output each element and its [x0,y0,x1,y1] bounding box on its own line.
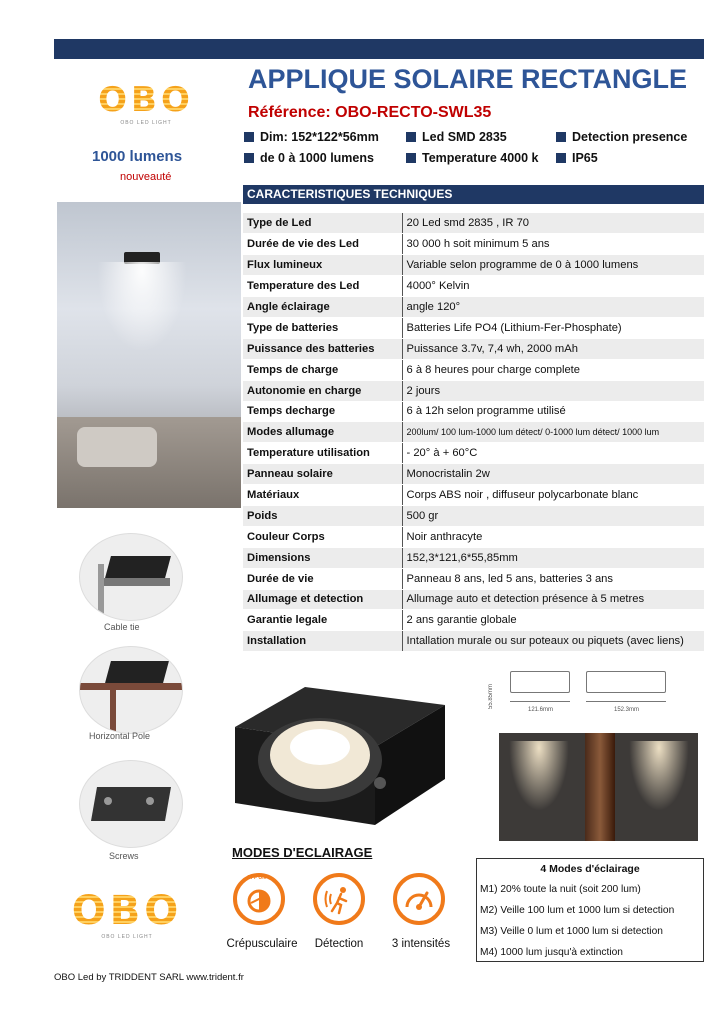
spec-label: Angle éclairage [243,297,402,318]
feature-item: Temperature 4000 k [406,151,539,165]
bullet-square-icon [556,153,566,163]
spec-value: 152,3*121,6*55,85mm [402,547,704,568]
spec-label: Type de batteries [243,317,402,338]
spec-label: Couleur Corps [243,526,402,547]
spec-row [243,505,704,526]
mode-list-item: M4) 1000 lum jusqu'à extinction [480,947,623,958]
spec-row [243,631,704,652]
spec-label: Type de Led [243,213,402,234]
spec-row [243,338,704,359]
spec-value: Corps ABS noir , diffuseur polycarbonate blanc [402,485,704,506]
dim-height-label: 55.85mm [488,683,494,709]
modes-box-title: 4 Modes d'éclairage [540,863,640,875]
spec-row [243,380,704,401]
bullet-square-icon [406,153,416,163]
spec-row [243,464,704,485]
dimension-drawing [474,663,696,719]
mount-horizontal-pole-image [79,646,183,734]
spec-row [243,443,704,464]
spec-value: 6 à 12h selon programme utilisé [402,401,704,422]
spec-label: Temps decharge [243,401,402,422]
spec-value: 200lum/ 100 lum-1000 lum détect/ 0-1000 lum détect/ 1000 lum [402,422,704,443]
modes-title: MODES D'ECLAIRAGE [232,845,373,860]
feature-item: de 0 à 1000 lumens [244,151,374,165]
spec-row [243,547,704,568]
spec-value: 2 jours [402,380,704,401]
section-header-specs: CARACTERISTIQUES TECHNIQUES [243,185,704,204]
mode-label: 3 intensités [391,938,451,950]
spec-label: Flux lumineux [243,255,402,276]
spec-table [243,213,704,652]
logo-subtitle: OBO LED LIGHT [120,120,172,126]
footer-text: OBO Led by TRIDDENT SARL www.trident.fr [54,972,244,983]
mode-label: Détection [314,938,364,950]
spec-value: Puissance 3.7v, 7,4 wh, 2000 mAh [402,338,704,359]
spec-row [243,422,704,443]
spec-row [243,255,704,276]
logo-text: OBO [98,80,194,120]
mode-dusk [233,873,285,925]
spec-label: Panneau solaire [243,464,402,485]
dusk-icon-caption: OFF ON [247,875,266,881]
spec-row [243,568,704,589]
lumens-headline: 1000 lumens [92,148,183,165]
mode-list-item: M2) Veille 100 lum et 1000 lum si detection [480,905,675,916]
feature-item: Detection presence [556,130,687,144]
spec-label: Autonomie en charge [243,380,402,401]
spec-row [243,213,704,234]
spec-row [243,610,704,631]
spec-value: Panneau 8 ans, led 5 ans, batteries 3 ans [402,568,704,589]
spec-value: 30 000 h soit minimum 5 ans [402,234,704,255]
spec-row [243,359,704,380]
spec-label: Durée de vie [243,568,402,589]
spec-label: Modes allumage [243,422,402,443]
spec-row [243,297,704,318]
brand-logo-bottom [60,888,194,940]
modes-list-box [476,858,704,962]
spec-value: angle 120° [402,297,704,318]
spec-value: 6 à 8 heures pour charge complete [402,359,704,380]
mode-label: Crépusculaire [226,938,298,950]
spec-label: Durée de vie des Led [243,234,402,255]
spec-label: Temperature des Led [243,276,402,297]
mount-caption: Horizontal Pole [89,731,151,741]
spec-label: Garantie legale [243,610,402,631]
spec-value: Batteries Life PO4 (Lithium-Fer-Phosphate) [402,317,704,338]
spec-label: Matériaux [243,485,402,506]
feature-item: IP65 [556,151,598,165]
bullet-square-icon [244,132,254,142]
spec-row [243,526,704,547]
spec-label: Allumage et detection [243,589,402,610]
spec-value: 4000° Kelvin [402,276,704,297]
mode-intensity [393,873,445,925]
product-render-image [225,675,473,835]
spec-row [243,401,704,422]
spec-label: Poids [243,505,402,526]
product-reference: Référence: OBO-RECTO-SWL35 [248,104,492,121]
spec-label: Temps de charge [243,359,402,380]
spec-row [243,485,704,506]
spec-value: 2 ans garantie globale [402,610,704,631]
feature-item: Led SMD 2835 [406,130,507,144]
spec-row [243,589,704,610]
spec-value: 20 Led smd 2835 , IR 70 [402,213,704,234]
bullet-square-icon [406,132,416,142]
mode-list-item: M3) Veille 0 lum et 1000 lum si detection [480,926,663,937]
spec-value: Variable selon programme de 0 à 1000 lumens [402,255,704,276]
logo-text: OBO [71,888,183,934]
spec-label: Dimensions [243,547,402,568]
spec-value: Monocristalin 2w [402,464,704,485]
spec-row [243,276,704,297]
spec-value: Intallation murale ou sur poteaux ou piquets (avec liens) [402,631,704,652]
mount-cable-tie-image [79,533,183,621]
bullet-square-icon [244,153,254,163]
spec-value: - 20° à + 60°C [402,443,704,464]
mode-detection [313,873,365,925]
mode-list-item: M1) 20% toute la nuit (soit 200 lum) [480,884,641,895]
logo-subtitle: OBO LED LIGHT [101,934,153,940]
dim-width-label: 121.6mm [528,707,554,713]
motion-detection-icon [313,873,365,925]
spec-label: Installation [243,631,402,652]
intensity-gauge-icon [393,873,445,925]
spec-value: Allumage auto et detection présence à 5 metres [402,589,704,610]
mount-caption: Cable tie [104,622,140,632]
new-badge: nouveauté [120,171,172,183]
spec-row [243,317,704,338]
bullet-square-icon [556,132,566,142]
mount-screws-image [79,760,183,848]
spec-row [243,234,704,255]
page-title: APPLIQUE SOLAIRE RECTANGLE [248,64,688,94]
product-photo-wall [57,202,241,508]
feature-item: Dim: 152*122*56mm [244,130,379,144]
spec-value: Noir anthracyte [402,526,704,547]
mount-caption: Screws [109,851,139,861]
product-photo-night [499,733,698,841]
top-banner-bar [54,39,704,59]
spec-label: Temperature utilisation [243,443,402,464]
brand-logo-top [88,80,204,126]
spec-value: 500 gr [402,505,704,526]
dim-length-label: 152.3mm [614,707,640,713]
spec-label: Puissance des batteries [243,338,402,359]
